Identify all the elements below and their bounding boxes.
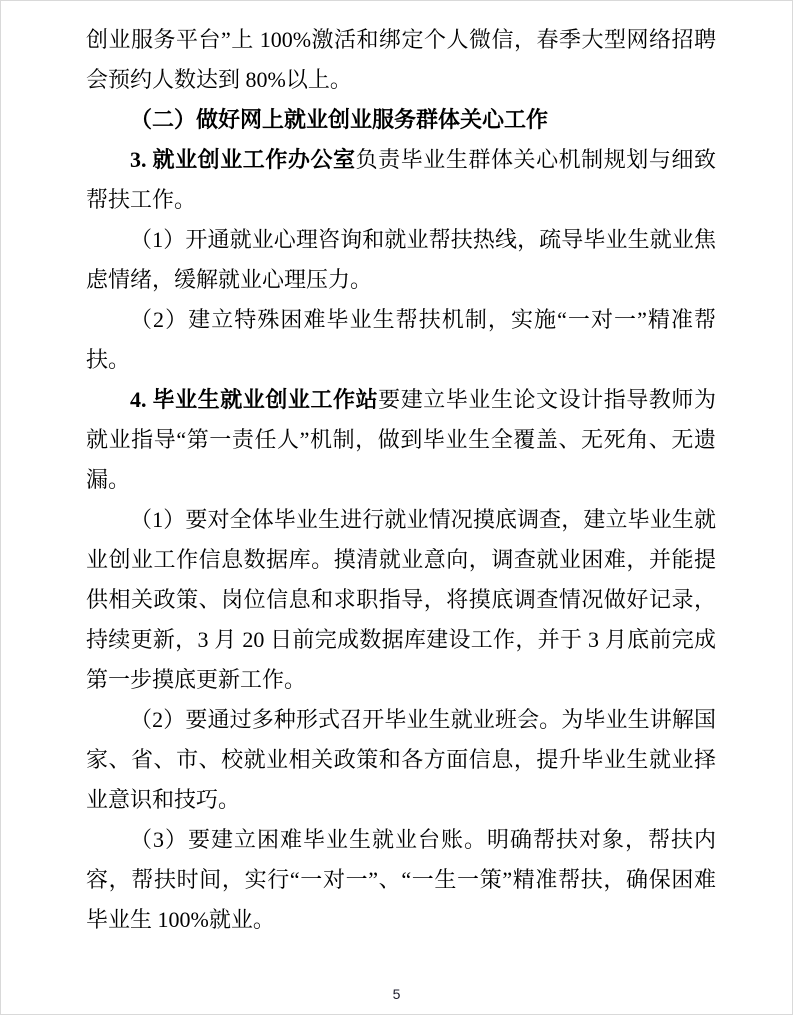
paragraph-item-4-lead-bold: 4. 毕业生就业创业工作站 <box>130 387 379 412</box>
paragraph-subitem-2b: （2）要通过多种形式召开毕业生就业班会。为毕业生讲解国家、省、市、校就业相关政策和各方面信息，提升毕业生就业择业意识和技巧。 <box>86 707 716 812</box>
paragraph-subitem-1b: （1）要对全体毕业生进行就业情况摸底调查，建立毕业生就业创业工作信息数据库。摸清就业意向，调查就业困难，并能提供相关政策、岗位信息和求职指导，将摸底调查情况做好记录，持续更新，3 月 20 日前完成数据库建设工作，并于 3 月底前完成第一步摸底更新工作。 <box>86 507 716 692</box>
document-content <box>86 20 716 940</box>
paragraph-item-4 <box>86 380 716 500</box>
paragraph-item-3-lead-bold: 3. 就业创业工作办公室 <box>130 147 356 172</box>
paragraph-item-4-text: 要建立毕业生论文设计指导教师为就业指导“第一责任人”机制，做到毕业生全覆盖、无死角、无遗漏。 <box>86 387 716 492</box>
paragraph-subitem-2: （2）建立特殊困难毕业生帮扶机制，实施“一对一”精准帮扶。 <box>86 307 716 372</box>
page-number: 5 <box>392 986 401 1002</box>
section-heading: （二）做好网上就业创业服务群体关心工作 <box>130 107 549 132</box>
paragraph-item-3-text: 负责毕业生群体关心机制规划与细致帮扶工作。 <box>86 147 716 212</box>
page-footer <box>1 986 792 1002</box>
paragraph-subitem-3b: （3）要建立困难毕业生就业台账。明确帮扶对象，帮扶内容，帮扶时间，实行“一对一”、“一生一策”精准帮扶，确保困难毕业生 100%就业。 <box>86 827 716 932</box>
paragraph-continuation: 创业服务平台”上 100%激活和绑定个人微信，春季大型网络招聘会预约人数达到 80%以上。 <box>86 27 716 92</box>
paragraph-item-3 <box>86 140 716 220</box>
paragraph-subitem-1: （1）开通就业心理咨询和就业帮扶热线，疏导毕业生就业焦虑情绪，缓解就业心理压力。 <box>86 227 716 292</box>
